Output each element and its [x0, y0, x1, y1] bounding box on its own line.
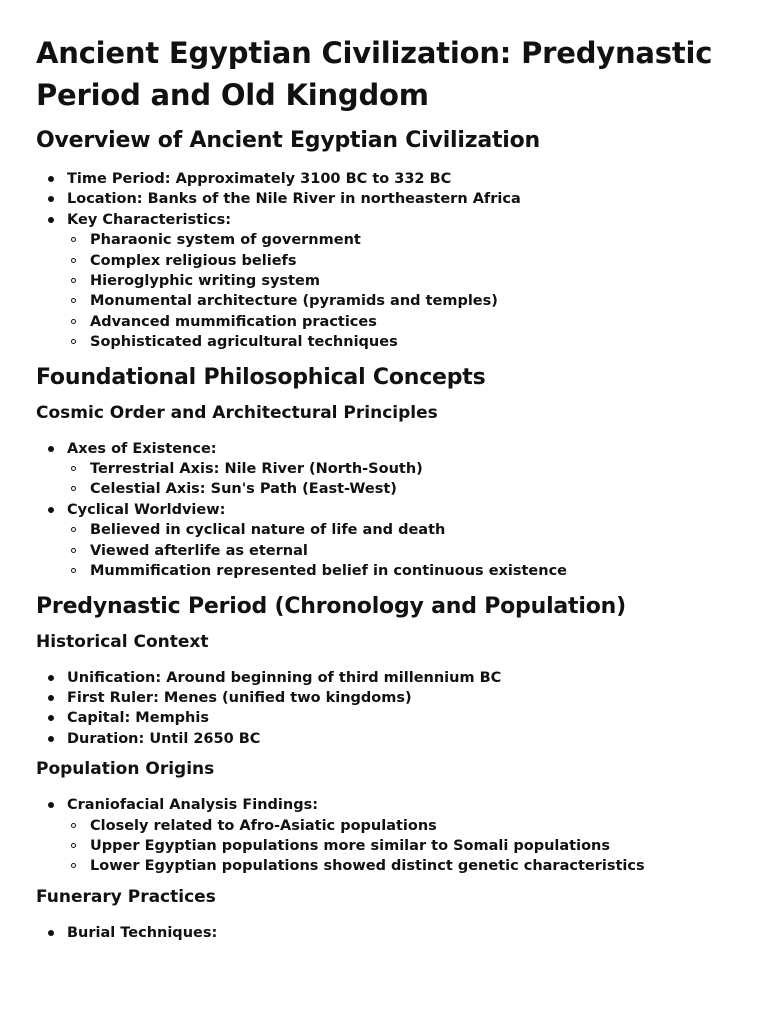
circle-bullet-icon [71, 237, 76, 242]
list-subitem: Complex religious beliefs [36, 251, 732, 271]
list-subitem: Mummification represented belief in continuous existence [36, 561, 732, 581]
list-subitem: Sophisticated agricultural techniques [36, 332, 732, 352]
subheading-funerary-practices: Funerary Practices [36, 886, 216, 907]
bullet-icon [48, 507, 54, 513]
list-subitem: Viewed afterlife as eternal [36, 541, 732, 561]
bullet-icon [48, 446, 54, 452]
subheading-historical-context: Historical Context [36, 631, 209, 652]
list-item: Duration: Until 2650 BC [36, 729, 732, 749]
bullet-icon [48, 176, 54, 182]
philosophy-list [36, 439, 732, 582]
list-subitem: Advanced mummification practices [36, 312, 732, 332]
bullet-icon [48, 196, 54, 202]
bullet-icon [48, 736, 54, 742]
list-item: Capital: Memphis [36, 708, 732, 728]
historical-list [36, 668, 732, 750]
list-subitem: Monumental architecture (pyramids and temples) [36, 291, 732, 311]
circle-bullet-icon [71, 466, 76, 471]
list-item: First Ruler: Menes (unified two kingdoms) [36, 688, 732, 708]
subheading-cosmic-order: Cosmic Order and Architectural Principles [36, 402, 438, 423]
section-heading-predynastic: Predynastic Period (Chronology and Population) [36, 593, 626, 619]
circle-bullet-icon [71, 568, 76, 573]
list-subitem: Celestial Axis: Sun's Path (East-West) [36, 479, 732, 499]
list-subitem: Believed in cyclical nature of life and death [36, 520, 732, 540]
list-item: Axes of Existence: [36, 439, 732, 459]
list-item: Time Period: Approximately 3100 BC to 332 BC [36, 169, 732, 189]
circle-bullet-icon [71, 863, 76, 868]
circle-bullet-icon [71, 319, 76, 324]
section-heading-philosophy: Foundational Philosophical Concepts [36, 364, 486, 390]
list-subitem: Hieroglyphic writing system [36, 271, 732, 291]
list-item: Cyclical Worldview: [36, 500, 732, 520]
list-subitem: Upper Egyptian populations more similar to Somali populations [36, 836, 732, 856]
list-item: Burial Techniques: [36, 923, 732, 943]
overview-list [36, 169, 732, 353]
circle-bullet-icon [71, 278, 76, 283]
subheading-population-origins: Population Origins [36, 759, 215, 780]
list-item: Location: Banks of the Nile River in northeastern Africa [36, 189, 732, 209]
page-title: Ancient Egyptian Civilization: Predynastic Period and Old Kingdom [36, 36, 713, 112]
list-item: Craniofacial Analysis Findings: [36, 795, 732, 815]
circle-bullet-icon [71, 823, 76, 828]
list-subitem: Pharaonic system of government [36, 230, 732, 250]
circle-bullet-icon [71, 843, 76, 848]
bullet-icon [48, 802, 54, 808]
funerary-list [36, 923, 732, 943]
circle-bullet-icon [71, 339, 76, 344]
bullet-icon [48, 715, 54, 721]
list-item: Unification: Around beginning of third millennium BC [36, 668, 732, 688]
section-heading-overview: Overview of Ancient Egyptian Civilization [36, 128, 540, 153]
circle-bullet-icon [71, 527, 76, 532]
bullet-icon [48, 930, 54, 936]
circle-bullet-icon [71, 258, 76, 263]
bullet-icon [48, 675, 54, 681]
circle-bullet-icon [71, 298, 76, 303]
circle-bullet-icon [71, 548, 76, 553]
population-list [36, 795, 732, 877]
list-item: Key Characteristics: [36, 210, 732, 230]
list-subitem: Terrestrial Axis: Nile River (North-South) [36, 459, 732, 479]
list-subitem: Closely related to Afro-Asiatic populations [36, 816, 732, 836]
list-subitem: Lower Egyptian populations showed distinct genetic characteristics [36, 856, 732, 876]
bullet-icon [48, 217, 54, 223]
bullet-icon [48, 695, 54, 701]
circle-bullet-icon [71, 486, 76, 491]
